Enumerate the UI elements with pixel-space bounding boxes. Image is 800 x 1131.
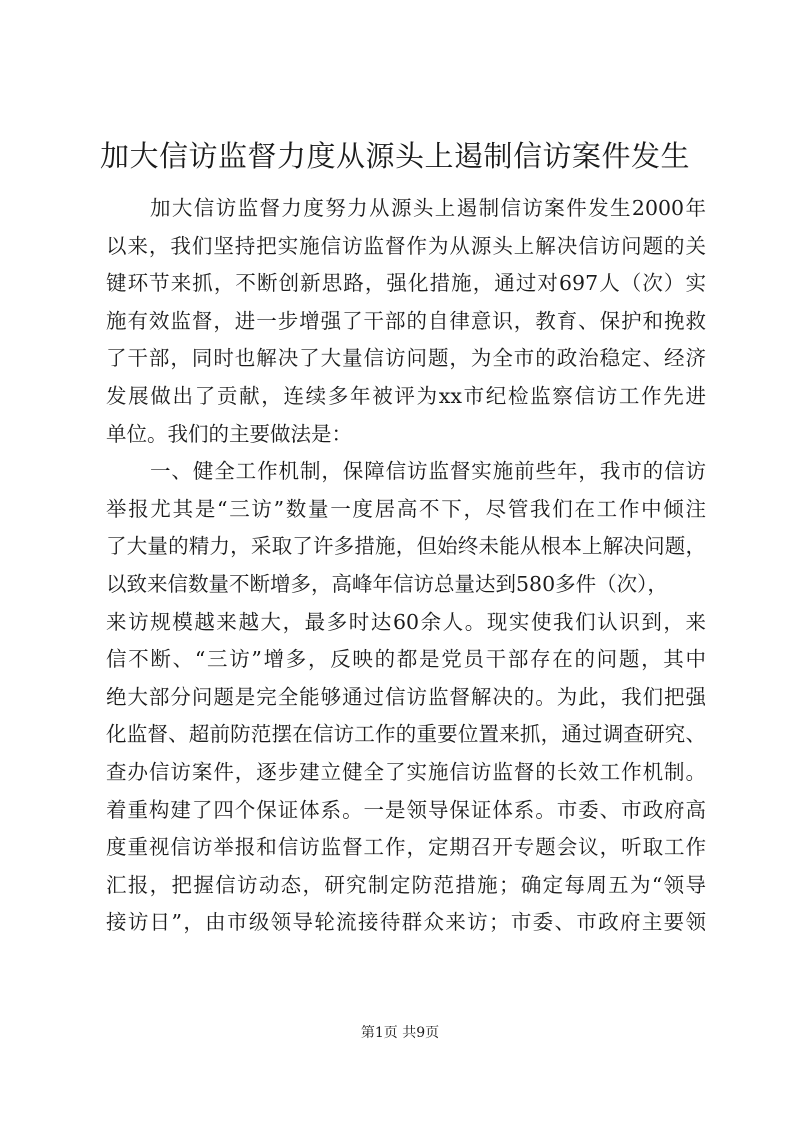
paragraph-line: 施有效监督，进一步增强了干部的自律意识，教育、保护和挽救 (106, 308, 706, 333)
paragraph-line: 举报尤其是“三访”数量一度居高不下，尽管我们在工作中倾注 (106, 496, 706, 521)
paragraph-line: 了大量的精力，采取了许多措施，但始终未能从根本上解决问题， (106, 534, 706, 559)
paragraph-line: 汇报，把握信访动态，研究制定防范措施；确定每周五为“领导 (106, 872, 706, 897)
paragraph-line: 度重视信访举报和信访监督工作，定期召开专题会议，听取工作 (106, 835, 706, 860)
paragraph-line: 绝大部分问题是完全能够通过信访监督解决的。为此，我们把强 (106, 684, 706, 709)
page-number-footer: 第1页 共9页 (360, 1025, 440, 1041)
paragraph-line: 以来，我们坚持把实施信访监督作为从源头上解决信访问题的关 (106, 233, 706, 258)
paragraph-line: 接访日”，由市级领导轮流接待群众来访；市委、市政府主要领 (106, 910, 706, 935)
paragraph-line: 单位。我们的主要做法是： (106, 421, 352, 446)
paragraph-line: 键环节来抓，不断创新思路，强化措施，通过对697人（次）实 (106, 271, 706, 296)
paragraph-line: 来访规模越来越大，最多时达60余人。现实使我们认识到，来 (106, 609, 706, 634)
paragraph-line: 查办信访案件，逐步建立健全了实施信访监督的长效工作机制。 (106, 759, 706, 784)
paragraph-line: 一、健全工作机制，保障信访监督实施前些年，我市的信访 (150, 459, 706, 484)
paragraph-line: 信不断、“三访”增多，反映的都是党员干部存在的问题，其中 (106, 647, 706, 672)
paragraph-line: 以致来信数量不断增多，高峰年信访总量达到580多件（次）， (106, 571, 668, 596)
paragraph-line: 化监督、超前防范摆在信访工作的重要位置来抓，通过调查研究、 (106, 722, 706, 747)
paragraph-line: 加大信访监督力度努力从源头上遏制信访案件发生2000年 (150, 196, 706, 220)
document-body (106, 190, 706, 942)
paragraph-line: 发展做出了贡献，连续多年被评为xx市纪检监察信访工作先进 (106, 383, 706, 408)
paragraph-line: 着重构建了四个保证体系。一是领导保证体系。市委、市政府高 (106, 797, 706, 822)
document-title: 加大信访监督力度从源头上遏制信访案件发生 (100, 139, 691, 173)
paragraph-line: 了干部，同时也解决了大量信访问题，为全市的政治稳定、经济 (106, 346, 706, 371)
